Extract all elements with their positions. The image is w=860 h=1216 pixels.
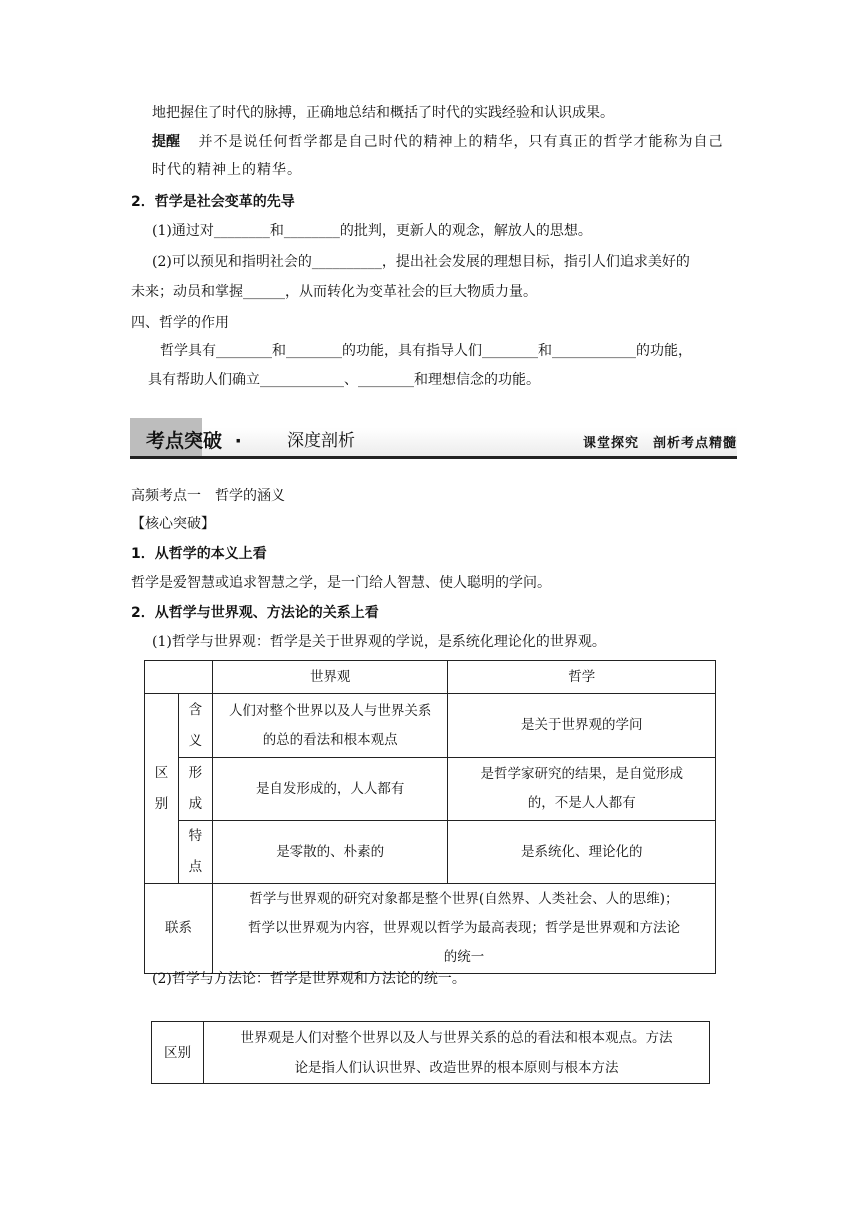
cell-line: 论是指人们认识世界、改造世界的根本原则与根本方法 bbox=[294, 1059, 619, 1076]
group-label-char: 区 bbox=[154, 764, 169, 781]
worldview-philosophy-table bbox=[144, 660, 716, 974]
table-row bbox=[152, 1022, 710, 1084]
item2-point2: (2)可以预见和指明社会的__________，提出社会发展的理想目标，指引人们追求美好的 bbox=[152, 254, 690, 270]
section-banner bbox=[130, 418, 737, 458]
topic-heading: 高频考点一 哲学的涵义 bbox=[131, 488, 285, 504]
table-row bbox=[145, 821, 716, 884]
table-row bbox=[145, 694, 716, 758]
cell-line: 人们对整个世界以及人与世界关系 bbox=[228, 702, 432, 719]
row-label-char: 含 bbox=[188, 701, 203, 718]
cell-feature-worldview: 是零散的、朴素的 bbox=[212, 821, 448, 884]
cell-formation-worldview: 是自发形成的，人人都有 bbox=[212, 758, 448, 821]
cell-line: 哲学以世界观为内容，世界观以哲学为最高表现；哲学是世界观和方法论 bbox=[247, 920, 680, 936]
banner-dot: · bbox=[234, 430, 242, 452]
reminder-label: 提醒 bbox=[152, 134, 180, 150]
item2-heading: 2．哲学是社会变革的先导 bbox=[131, 194, 295, 210]
row-label-char: 点 bbox=[188, 859, 203, 875]
reminder-text: 并不是说任何哲学都是自己时代的精神上的精华，只有真正的哲学才能称为自己 bbox=[198, 134, 724, 150]
worldview-methodology-table bbox=[151, 1021, 710, 1084]
row-label-formation bbox=[178, 758, 212, 821]
section4-paragraph-continued: 具有帮助人们确立____________、________和理想信念的功能。 bbox=[148, 372, 540, 388]
paragraph-3: (2)哲学与方法论：哲学是世界观和方法论的统一。 bbox=[152, 971, 466, 987]
row-label-char: 成 bbox=[188, 796, 203, 812]
banner-right-caption: 课堂探究 剖析考点精髓 bbox=[582, 436, 737, 451]
row-label-char: 义 bbox=[188, 732, 203, 749]
item2-point1: (1)通过对________和________的批判，更新人的观念，解放人的思想。 bbox=[152, 223, 592, 239]
cell-meaning-philosophy: 是关于世界观的学问 bbox=[448, 694, 716, 758]
cell-line: 哲学与世界观的研究对象都是整个世界(自然界、人类社会、人的思维)； bbox=[249, 891, 679, 907]
header-philosophy: 哲学 bbox=[448, 661, 716, 694]
cell-line: 世界观是人们对整个世界以及人与世界关系的总的看法和根本观点。方法 bbox=[240, 1029, 673, 1046]
cell-difference bbox=[203, 1022, 709, 1084]
row-label-char: 形 bbox=[188, 765, 203, 781]
cell-line: 的，不是人人都有 bbox=[527, 795, 636, 811]
table-row bbox=[145, 884, 716, 974]
row-label-difference: 区别 bbox=[152, 1022, 204, 1084]
group-label-difference bbox=[145, 694, 179, 884]
row-label-char: 特 bbox=[188, 828, 203, 844]
row-label-connection: 联系 bbox=[145, 884, 213, 974]
section4-heading: 四、哲学的作用 bbox=[131, 315, 229, 331]
banner-rule bbox=[130, 456, 737, 459]
section4-paragraph: 哲学具有________和________的功能，具有指导人们________和____________的功能， bbox=[160, 343, 692, 359]
cell-line: 是哲学家研究的结果，是自觉形成 bbox=[480, 766, 683, 782]
reminder-line bbox=[152, 132, 723, 152]
group-label-char: 别 bbox=[154, 795, 169, 812]
core-label: 【核心突破】 bbox=[131, 516, 215, 532]
subheading-2: 2．从哲学与世界观、方法论的关系上看 bbox=[131, 605, 379, 621]
cell-meaning-worldview bbox=[212, 694, 448, 758]
cell-line: 的总的看法和根本观点 bbox=[262, 731, 398, 748]
paragraph-1: 哲学是爱智慧或追求智慧之学，是一门给人智慧、使人聪明的学问。 bbox=[131, 575, 551, 591]
row-label-meaning bbox=[178, 694, 212, 758]
cell-feature-philosophy: 是系统化、理论化的 bbox=[448, 821, 716, 884]
row-label-feature bbox=[178, 821, 212, 884]
reminder-text-continued: 时代的精神上的精华。 bbox=[152, 162, 302, 178]
paragraph-line: 地把握住了时代的脉搏，正确地总结和概括了时代的实践经验和认识成果。 bbox=[152, 105, 614, 121]
header-worldview: 世界观 bbox=[212, 661, 448, 694]
paragraph-2: (1)哲学与世界观：哲学是关于世界观的学说，是系统化理论化的世界观。 bbox=[152, 634, 606, 650]
cell-formation-philosophy bbox=[448, 758, 716, 821]
table-header-row bbox=[145, 661, 716, 694]
banner-title-text: 考点突破 bbox=[146, 430, 223, 452]
cell-line: 的统一 bbox=[443, 949, 485, 965]
table-corner-cell bbox=[145, 661, 213, 694]
banner-title bbox=[146, 430, 248, 452]
item2-point2-continued: 未来；动员和掌握______，从而转化为变革社会的巨大物质力量。 bbox=[131, 284, 537, 300]
cell-connection bbox=[212, 884, 715, 974]
table-row bbox=[145, 758, 716, 821]
subheading-1: 1．从哲学的本义上看 bbox=[131, 546, 267, 562]
banner-subtitle: 深度剖析 bbox=[287, 431, 355, 451]
